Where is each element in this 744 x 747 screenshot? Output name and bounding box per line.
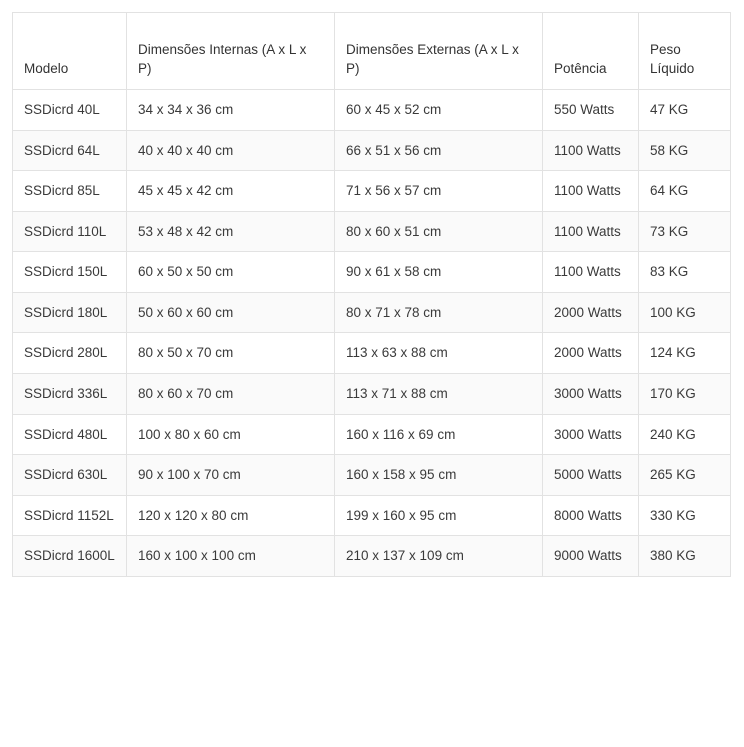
table-row bbox=[13, 536, 731, 577]
cell-peso-liquido: 64 KG bbox=[639, 171, 731, 212]
cell-potencia: 1100 Watts bbox=[543, 211, 639, 252]
table-row bbox=[13, 90, 731, 131]
cell-potencia: 5000 Watts bbox=[543, 455, 639, 496]
cell-modelo: SSDicrd 630L bbox=[13, 455, 127, 496]
cell-potencia: 2000 Watts bbox=[543, 333, 639, 374]
cell-dimensoes-internas: 34 x 34 x 36 cm bbox=[127, 90, 335, 131]
cell-modelo: SSDicrd 64L bbox=[13, 130, 127, 171]
table-row bbox=[13, 373, 731, 414]
table-header bbox=[13, 13, 731, 90]
cell-peso-liquido: 100 KG bbox=[639, 292, 731, 333]
cell-dimensoes-externas: 80 x 71 x 78 cm bbox=[335, 292, 543, 333]
cell-potencia: 3000 Watts bbox=[543, 373, 639, 414]
table-row bbox=[13, 495, 731, 536]
cell-peso-liquido: 380 KG bbox=[639, 536, 731, 577]
cell-dimensoes-internas: 100 x 80 x 60 cm bbox=[127, 414, 335, 455]
cell-modelo: SSDicrd 1600L bbox=[13, 536, 127, 577]
cell-modelo: SSDicrd 110L bbox=[13, 211, 127, 252]
cell-peso-liquido: 170 KG bbox=[639, 373, 731, 414]
cell-modelo: SSDicrd 150L bbox=[13, 252, 127, 293]
table-row bbox=[13, 414, 731, 455]
cell-potencia: 1100 Watts bbox=[543, 130, 639, 171]
cell-dimensoes-internas: 45 x 45 x 42 cm bbox=[127, 171, 335, 212]
cell-dimensoes-externas: 71 x 56 x 57 cm bbox=[335, 171, 543, 212]
cell-dimensoes-internas: 80 x 50 x 70 cm bbox=[127, 333, 335, 374]
cell-potencia: 8000 Watts bbox=[543, 495, 639, 536]
cell-dimensoes-externas: 66 x 51 x 56 cm bbox=[335, 130, 543, 171]
column-header-peso-liquido: Peso Líquido bbox=[639, 13, 731, 90]
table-row bbox=[13, 171, 731, 212]
cell-dimensoes-externas: 160 x 158 x 95 cm bbox=[335, 455, 543, 496]
cell-potencia: 2000 Watts bbox=[543, 292, 639, 333]
cell-dimensoes-externas: 210 x 137 x 109 cm bbox=[335, 536, 543, 577]
table-header-row bbox=[13, 13, 731, 90]
cell-modelo: SSDicrd 180L bbox=[13, 292, 127, 333]
cell-dimensoes-externas: 80 x 60 x 51 cm bbox=[335, 211, 543, 252]
cell-potencia: 550 Watts bbox=[543, 90, 639, 131]
table-body bbox=[13, 90, 731, 577]
cell-peso-liquido: 83 KG bbox=[639, 252, 731, 293]
cell-dimensoes-internas: 53 x 48 x 42 cm bbox=[127, 211, 335, 252]
cell-potencia: 1100 Watts bbox=[543, 171, 639, 212]
cell-modelo: SSDicrd 85L bbox=[13, 171, 127, 212]
cell-dimensoes-externas: 199 x 160 x 95 cm bbox=[335, 495, 543, 536]
column-header-potencia: Potência bbox=[543, 13, 639, 90]
cell-dimensoes-internas: 120 x 120 x 80 cm bbox=[127, 495, 335, 536]
cell-dimensoes-internas: 160 x 100 x 100 cm bbox=[127, 536, 335, 577]
cell-dimensoes-internas: 40 x 40 x 40 cm bbox=[127, 130, 335, 171]
cell-dimensoes-externas: 60 x 45 x 52 cm bbox=[335, 90, 543, 131]
cell-dimensoes-externas: 113 x 71 x 88 cm bbox=[335, 373, 543, 414]
cell-dimensoes-externas: 160 x 116 x 69 cm bbox=[335, 414, 543, 455]
table-row bbox=[13, 333, 731, 374]
specifications-table bbox=[12, 12, 731, 577]
column-header-dimensoes-internas: Dimensões Internas (A x L x P) bbox=[127, 13, 335, 90]
cell-potencia: 1100 Watts bbox=[543, 252, 639, 293]
cell-dimensoes-internas: 60 x 50 x 50 cm bbox=[127, 252, 335, 293]
cell-potencia: 3000 Watts bbox=[543, 414, 639, 455]
cell-dimensoes-internas: 80 x 60 x 70 cm bbox=[127, 373, 335, 414]
column-header-dimensoes-externas: Dimensões Externas (A x L x P) bbox=[335, 13, 543, 90]
table-row bbox=[13, 211, 731, 252]
cell-dimensoes-internas: 50 x 60 x 60 cm bbox=[127, 292, 335, 333]
cell-peso-liquido: 265 KG bbox=[639, 455, 731, 496]
cell-modelo: SSDicrd 480L bbox=[13, 414, 127, 455]
table-row bbox=[13, 292, 731, 333]
table-row bbox=[13, 130, 731, 171]
cell-modelo: SSDicrd 336L bbox=[13, 373, 127, 414]
cell-peso-liquido: 124 KG bbox=[639, 333, 731, 374]
cell-modelo: SSDicrd 1152L bbox=[13, 495, 127, 536]
cell-peso-liquido: 58 KG bbox=[639, 130, 731, 171]
cell-modelo: SSDicrd 40L bbox=[13, 90, 127, 131]
cell-peso-liquido: 330 KG bbox=[639, 495, 731, 536]
cell-peso-liquido: 73 KG bbox=[639, 211, 731, 252]
cell-peso-liquido: 47 KG bbox=[639, 90, 731, 131]
cell-dimensoes-externas: 90 x 61 x 58 cm bbox=[335, 252, 543, 293]
cell-dimensoes-internas: 90 x 100 x 70 cm bbox=[127, 455, 335, 496]
cell-peso-liquido: 240 KG bbox=[639, 414, 731, 455]
table-row bbox=[13, 455, 731, 496]
cell-modelo: SSDicrd 280L bbox=[13, 333, 127, 374]
table-row bbox=[13, 252, 731, 293]
cell-potencia: 9000 Watts bbox=[543, 536, 639, 577]
cell-dimensoes-externas: 113 x 63 x 88 cm bbox=[335, 333, 543, 374]
column-header-modelo: Modelo bbox=[13, 13, 127, 90]
